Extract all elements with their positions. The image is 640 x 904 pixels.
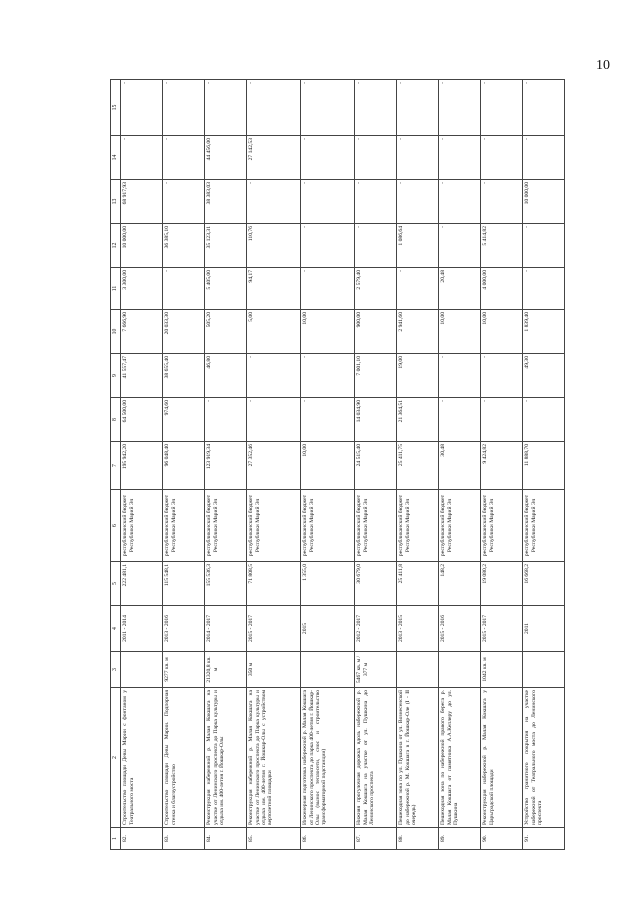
table-cell: 85. (246, 828, 300, 850)
column-header: 14 (111, 136, 121, 180)
table-cell: 38 383,03 (204, 180, 246, 224)
table-cell: - (396, 136, 438, 180)
table-cell: республиканский бюджет Республики Марий Эл (522, 490, 564, 562)
column-header: 13 (111, 180, 121, 224)
table-cell: 900,00 (354, 310, 396, 354)
table-cell: 2013 - 2015 (396, 606, 438, 652)
column-header: 2 (111, 688, 121, 828)
column-header: 7 (111, 442, 121, 490)
table-cell: - (300, 354, 354, 398)
table-cell: 89. (438, 828, 480, 850)
table-cell: - (246, 354, 300, 398)
table-cell: 68 917,93 (120, 180, 162, 224)
column-header: 5 (111, 562, 121, 606)
table-cell (120, 652, 162, 688)
table-cell: - (300, 180, 354, 224)
table-cell: 2015 (300, 606, 354, 652)
table-cell: 91. (522, 828, 564, 850)
table-cell: 83. (162, 828, 204, 850)
table-cell: Инженерная подготовка набережной р. Малая Кокшага от Ленинского проспекта до парка 400-летия г. Йошкар-Олы (вынос теплосети, снос и строительство трансформаторной подстанции) (300, 688, 354, 828)
column-header: 12 (111, 224, 121, 268)
table-cell: 10,00 (300, 310, 354, 354)
table-cell: республиканский бюджет Республики Марий Эл (438, 490, 480, 562)
table-cell: республиканский бюджет Республики Марий Эл (162, 490, 204, 562)
table-cell: - (396, 180, 438, 224)
table-cell: 3 300,00 (120, 268, 162, 310)
table-cell: - (162, 180, 204, 224)
table-cell: 35 123,31 (204, 224, 246, 268)
table-cell: 88. (396, 828, 438, 850)
table-cell: 16 668,2 (522, 562, 564, 606)
table-cell: - (300, 80, 354, 136)
table-cell: - (396, 80, 438, 136)
table-cell: республиканский бюджет Республики Марий Эл (396, 490, 438, 562)
table-cell: 115 548,1 (162, 562, 204, 606)
column-header: 4 (111, 606, 121, 652)
table-cell (300, 652, 354, 688)
table-cell: 2013 - 2016 (162, 606, 204, 652)
table-cell: - (120, 80, 162, 136)
table-cell: 2011 (522, 606, 564, 652)
table-cell: Реконструкция набережной р. Малая Кокшага на участке от Ленинского проспекта до Парка культуры и отдыха им. 400-летия г. Йошкар-Олы с устройством вертолетной площадки (246, 688, 300, 828)
table-cell: 90. (480, 828, 522, 850)
table-cell: - (438, 354, 480, 398)
table-cell: 155 536,3 (204, 562, 246, 606)
table-cell: - (522, 268, 564, 310)
table-cell: Реконструкция набережной р. Малая Кокшага на участке от Ленинского проспекта до Парка культуры и отдыха им. 400-летия г. Йошкар-Олы (204, 688, 246, 828)
table-cell: 21320,8 кв. м (204, 652, 246, 688)
header-row (111, 80, 121, 850)
table-row (396, 80, 438, 850)
table-cell: 38 655,40 (162, 354, 204, 398)
table-cell: 19,00 (396, 354, 438, 398)
table-cell: - (246, 398, 300, 442)
table-row (120, 80, 162, 850)
table-row (480, 80, 522, 850)
table-cell: 86. (300, 828, 354, 850)
table-cell: 1 355,0 (300, 562, 354, 606)
table-cell: 30 679,0 (354, 562, 396, 606)
table-cell: - (354, 224, 396, 268)
table-cell: - (522, 224, 564, 268)
table-cell: 25 411,8 (396, 562, 438, 606)
table-row (300, 80, 354, 850)
table-cell: 123 919,34 (204, 442, 246, 490)
table-cell: 9 424,82 (480, 442, 522, 490)
table-cell: 30,48 (438, 442, 480, 490)
table-cell: 27 352,46 (246, 442, 300, 490)
column-header: 9 (111, 354, 121, 398)
table-cell: 36 385,10 (162, 224, 204, 268)
table-cell: республиканский бюджет Республики Марий Эл (480, 490, 522, 562)
table-cell: - (246, 180, 300, 224)
table-cell: республиканский бюджет Республики Марий Эл (120, 490, 162, 562)
table-cell: 20,48 (438, 268, 480, 310)
table-cell: - (162, 136, 204, 180)
table-cell: 41 557,47 (120, 354, 162, 398)
column-header: 3 (111, 652, 121, 688)
table-cell: 148,2 (438, 562, 480, 606)
table-cell: Нижняя прогулочная дорожка вдоль набережной р. Малая Кокшага на участке от ул. Пушкина до Ленинского проспекта (354, 688, 396, 828)
table-cell: - (480, 180, 522, 224)
table-cell: 82. (120, 828, 162, 850)
table-cell: - (396, 268, 438, 310)
table-cell: 20 033,30 (162, 310, 204, 354)
table-cell: - (438, 80, 480, 136)
table-cell: 10,00 (480, 310, 522, 354)
page-number: 10 (596, 58, 610, 73)
table-cell: - (522, 80, 564, 136)
table-cell: Пешеходная зона по ул. Пушкина от ул. Вознесенской до набережной р. М. Кокшага в г. Йошкар-Оле (I - II очередь) (396, 688, 438, 828)
table-cell: 71 808,5 (246, 562, 300, 606)
table-cell: - (120, 136, 162, 180)
table-row (522, 80, 564, 850)
data-table (110, 79, 565, 850)
table-cell: 222 481,1 (120, 562, 162, 606)
table-cell: - (162, 268, 204, 310)
table-cell: - (354, 180, 396, 224)
table-cell: 2015 - 2016 (438, 606, 480, 652)
table-cell: - (438, 180, 480, 224)
table-cell: 2012 - 2017 (354, 606, 396, 652)
table-cell: 2015 - 2017 (246, 606, 300, 652)
table-cell: - (480, 354, 522, 398)
table-cell: 44 456,00 (204, 136, 246, 180)
table-cell: 2011 - 2014 (120, 606, 162, 652)
column-header: 11 (111, 268, 121, 310)
table-row (204, 80, 246, 850)
table-cell: республиканский бюджет Республики Марий Эл (246, 490, 300, 562)
column-header: 8 (111, 398, 121, 442)
table-cell: Строительство площади Девы Марии. Подпорная стенка и благоустройство (162, 688, 204, 828)
table-cell (522, 652, 564, 688)
table-cell: 87. (354, 828, 396, 850)
table-cell: - (246, 80, 300, 136)
table-cell: 2014 - 2017 (204, 606, 246, 652)
table-cell: 5,00 (246, 310, 300, 354)
rotated-table-container (110, 80, 630, 850)
table-cell: 21 364,51 (396, 398, 438, 442)
table-cell: - (300, 136, 354, 180)
table-cell: 10 000,00 (120, 224, 162, 268)
table-cell: - (204, 80, 246, 136)
column-header: 1 (111, 828, 121, 850)
table-cell: 10 000,00 (522, 180, 564, 224)
table-cell: - (438, 224, 480, 268)
table-cell: - (300, 224, 354, 268)
table-cell: 2015 - 2017 (480, 606, 522, 652)
column-header: 10 (111, 310, 121, 354)
table-cell: 7 666,90 (120, 310, 162, 354)
table-cell: 5 405,00 (204, 268, 246, 310)
table-cell: 195 942,20 (120, 442, 162, 490)
table-cell: 11 888,70 (522, 442, 564, 490)
table-cell: - (162, 80, 204, 136)
table-cell: 1 086,64 (396, 224, 438, 268)
table-cell: - (300, 268, 354, 310)
column-header: 6 (111, 490, 121, 562)
table-cell: 46,80 (204, 354, 246, 398)
table-cell: 7 001,10 (354, 354, 396, 398)
table-cell: - (522, 398, 564, 442)
table-cell: 110,76 (246, 224, 300, 268)
table-cell: 19 080,2 (480, 562, 522, 606)
table-cell: республиканский бюджет Республики Марий Эл (300, 490, 354, 562)
table-cell: 64 500,00 (120, 398, 162, 442)
table-cell: 9277 кв. м (162, 652, 204, 688)
table-cell: - (354, 80, 396, 136)
table-cell: 350 м (246, 652, 300, 688)
table-cell: - (480, 80, 522, 136)
table-cell: 1042 кв. м (480, 652, 522, 688)
table-cell: 4 000,00 (480, 268, 522, 310)
table-cell: 10,00 (300, 442, 354, 490)
table-cell: Устройство гранитного покрытия на участке набережной от Театрального моста до Ленинского проспекта (522, 688, 564, 828)
column-header: 15 (111, 80, 121, 136)
table-cell: Пешеходная зона по набережной правого берега р. Малая Кокшага от памятника А.А.Кеплеру до ул. Пушкина (438, 688, 480, 828)
table-cell: 505,20 (204, 310, 246, 354)
table-cell: 25 411,75 (396, 442, 438, 490)
table-row (438, 80, 480, 850)
table-cell: Строительство площади Девы Марии с фонтаном у Театрального моста (120, 688, 162, 828)
table-cell: 5 414,82 (480, 224, 522, 268)
table-cell: 84. (204, 828, 246, 850)
table-cell: 96 048,40 (162, 442, 204, 490)
table-cell (438, 652, 480, 688)
table-cell: 1 839,40 (522, 310, 564, 354)
table-cell: 2 941,60 (396, 310, 438, 354)
table-cell: - (438, 398, 480, 442)
table-cell: 5467 кв. м / 377 м (354, 652, 396, 688)
table-cell: 14 034,90 (354, 398, 396, 442)
table-cell: - (522, 136, 564, 180)
table-cell: 974,60 (162, 398, 204, 442)
table-cell: республиканский бюджет Республики Марий Эл (354, 490, 396, 562)
table-row (162, 80, 204, 850)
table-cell: - (300, 398, 354, 442)
table-cell: Реконструкция набережной р. Малая Кокшага у Царьградской площади (480, 688, 522, 828)
table-cell: 94,17 (246, 268, 300, 310)
table-cell: 27 142,53 (246, 136, 300, 180)
table-cell: 10,00 (438, 310, 480, 354)
table-cell: - (204, 398, 246, 442)
table-cell (396, 652, 438, 688)
table-row (246, 80, 300, 850)
table-cell: 2 579,40 (354, 268, 396, 310)
table-cell: 49,30 (522, 354, 564, 398)
table-row (354, 80, 396, 850)
table-cell: - (354, 136, 396, 180)
table-cell: - (438, 136, 480, 180)
table-cell: - (480, 398, 522, 442)
table-cell: 24 515,40 (354, 442, 396, 490)
table-cell: республиканский бюджет Республики Марий Эл (204, 490, 246, 562)
table-cell: - (480, 136, 522, 180)
